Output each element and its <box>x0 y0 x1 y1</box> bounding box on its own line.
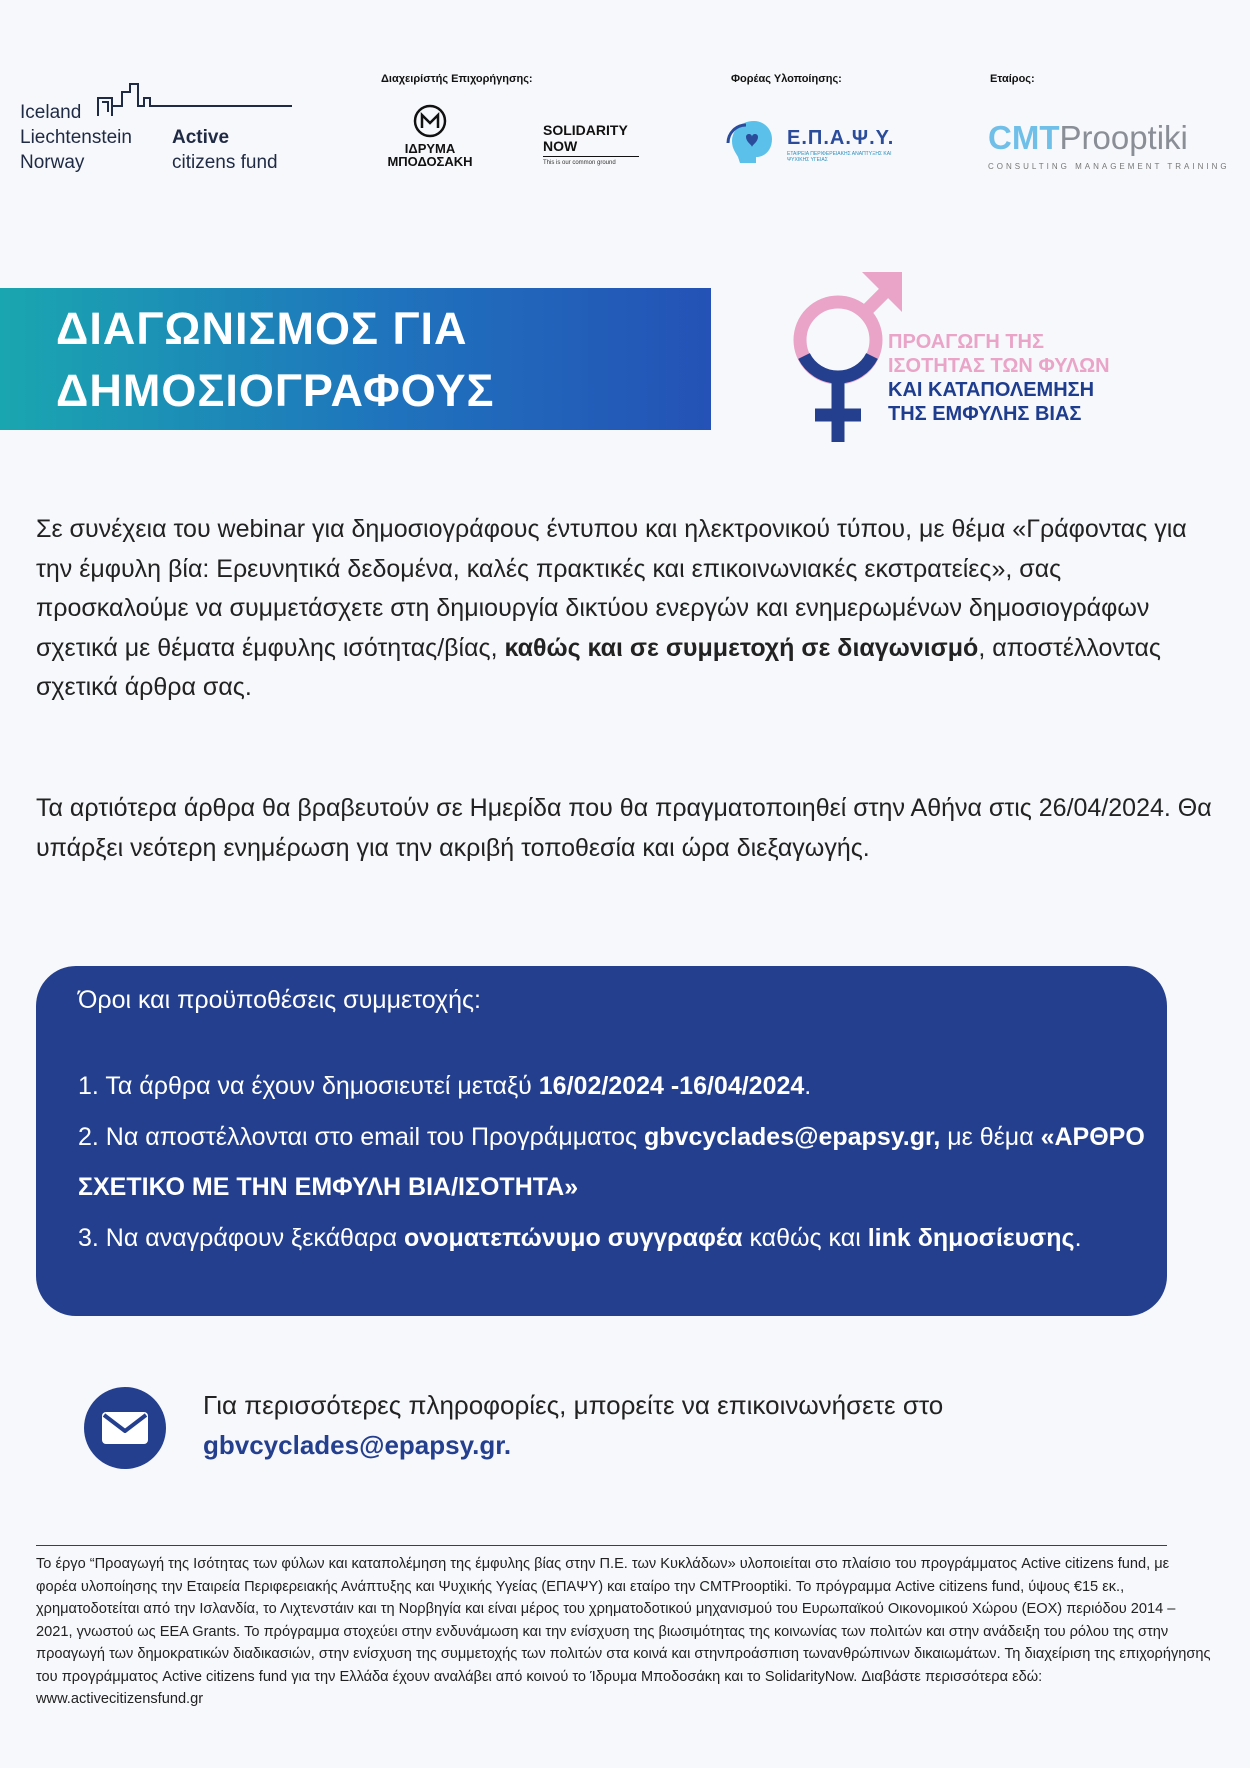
bodossaki-name: ΙΔΡΥΜΑ ΜΠΟΔΟΣΑΚΗ <box>387 141 473 169</box>
terms-item-2-mid: με θέμα <box>940 1122 1041 1151</box>
intro-bold: καθώς και σε συμμετοχή σε διαγωνισμό <box>504 633 979 662</box>
terms-item-2-text: 2. Να αποστέλλονται στο email του Προγράμματος <box>78 1122 645 1151</box>
contact-text: Για περισσότερες πληροφορίες, μπορείτε να επικοινωνήσετε στο <box>203 1390 944 1420</box>
epapsy-head-icon <box>724 117 780 165</box>
envelope-icon <box>84 1387 166 1469</box>
title-line-2: ΔΗΜΟΣΙΟΓΡΑΦΟΥΣ <box>56 365 495 416</box>
acf-logo-brand <box>172 125 278 175</box>
label-implementer: Φορέας Υλοποίησης: <box>731 73 842 85</box>
acf-brand-fund: citizens fund <box>172 152 278 173</box>
footer-divider <box>36 1545 1167 1546</box>
country-iceland: Iceland <box>20 102 82 123</box>
gender-logo-navy-text <box>888 378 1094 426</box>
cmt-mark: CMT <box>988 119 1060 156</box>
country-liechtenstein: Liechtenstein <box>20 127 132 148</box>
terms-box <box>36 966 1167 1316</box>
terms-title: Όροι και προϋποθέσεις συμμετοχής: <box>78 986 481 1014</box>
terms-item-1-dates: 16/02/2024 -16/04/2024 <box>538 1072 805 1100</box>
gender-logo-pink-text <box>888 330 1110 378</box>
bodossaki-logo-icon <box>413 104 447 138</box>
gender-line-1: ΠΡΟΑΓΩΓΗ ΤΗΣ <box>888 331 1044 353</box>
acf-skyline-icon <box>96 78 296 118</box>
cmt-prooptiki-word: Prooptiki <box>1059 119 1188 156</box>
footer-text: Το έργο “Προαγωγή της Ισότητας των φύλων και καταπολέμηση της έμφυλης βίας στην Π.Ε. των Κυκλάδων» υλοποιείται στο πλαίσιο του προγράμματος Active citizens fund, με φορέα υλοποίησης την Εταιρεία Περιφερειακής Ανάπτυξης και Ψυχικής Υγείας (ΕΠΑΨΥ) και εταίρο την CMTProoptiki. Το πρόγραμμα Active citizens fund, ύψους €15 εκ., χρηματοδοτείται από την Ισλανδία, το Λιχτενστάιν και τη Νορβηγία και είναι μέρος του χρηματοδοτικού μηχανισμού του Ευρωπαϊκού Οικονομικού Χώρου (ΕΟΧ) περιόδου 2014 – 2021, γνωστού ως EEA Grants. Το πρόγραμμα στοχεύει στην ενδυνάμωση και την ενίσχυση της βιωσιμότητας της κοινωνίας των πολιτών και στην ανάδειξη του ρόλου της στην προαγωγή των δημοκρατικών διαδικασιών, στην ενίσχυση της συμμετοχής των πολιτών στα κοινά και στηνπροάσπιση τωνανθρώπινων δικαιωμάτων. Τη διαχείριση της επιχορήγησης του προγράμματος Active citizens fund για την Ελλάδα έχουν αναλάβει από κοινού το Ίδρυμα Μποδοσάκη και το SolidarityNow. Διαβάστε περισσότερα εδώ: www.activecitizensfund.gr <box>36 1556 1211 1707</box>
page-title <box>56 298 495 422</box>
award-paragraph: Τα αρτιότερα άρθρα θα βραβευτούν σε Ημερίδα που θα πραγματοποιηθεί στην Αθήνα στις 26/04/2024. Θα υπάρξει νεότερη ενημέρωση για την ακριβή τοποθεσία και ώρα διεξαγωγής. <box>36 794 1212 862</box>
label-partner: Εταίρος: <box>990 73 1035 85</box>
contact-email-link[interactable]: gbvcyclades@epapsy.gr. <box>203 1430 512 1460</box>
title-line-1: ΔΙΑΓΩΝΙΣΜΟΣ ΓΙΑ <box>56 303 468 354</box>
acf-brand-active: Active <box>172 127 230 148</box>
label-management: Διαχειρίστής Επιχορήγησης: <box>381 73 533 85</box>
terms-item-3-text: 3. Να αναγράφουν ξεκάθαρα <box>78 1223 405 1252</box>
intro-paragraph <box>36 510 1216 708</box>
terms-item-3-author: ονοματεπώνυμο συγγραφέα <box>404 1223 743 1252</box>
terms-item-1-text: 1. Τα άρθρα να έχουν δημοσιευτεί μεταξύ <box>78 1072 539 1100</box>
terms-item-2-subject: «ΑΡΘΡΟ ΣΧΕΤΙΚΟ ΜΕ ΤΗΝ ΕΜΦΥΛΗ ΒΙΑ/ΙΣΟΤΗΤΑ» <box>78 1122 1145 1201</box>
intro-text: Σε συνέχεια του webinar για δημοσιογράφους έντυπου και ηλεκτρονικού τύπου, με θέμα «Γράφοντας για την έμφυλη βία: Ερευνητικά δεδομένα, καλές πρακτικές και επικοινωνιακές εκστρατείες», σας προσκαλούμε να συμμετάσχετε στη δημιουργία δικτύου ενεργών και ενημερωμένων δημοσιογράφων σχετικά με θέματα έμφυλης ισότητας/βίας, <box>36 515 1187 662</box>
intro-text-end: , αποστέλλοντας σχετικά άρθρα σας. <box>36 633 1161 701</box>
gender-line-3: ΚΑΙ ΚΑΤΑΠΟΛΕΜΗΣΗ <box>888 379 1095 401</box>
terms-email-link[interactable]: gbvcyclades@epapsy.gr, <box>644 1122 941 1151</box>
country-norway: Norway <box>20 152 85 173</box>
epapsy-subtitle: ΕΤΑΙΡΕΙΑ ΠΕΡΙΦΕΡΕΙΑΚΗΣ ΑΝΑΠΤΥΞΗΣ ΚΑΙ ΨΥΧΙΚΗΣ ΥΓΕΙΑΣ <box>787 151 892 163</box>
solidarity-now-name: SOLIDARITY NOW <box>543 122 628 154</box>
gender-line-4: ΤΗΣ ΕΜΦΥΛΗΣ ΒΙΑΣ <box>888 403 1082 425</box>
terms-item-3-mid: καθώς και <box>742 1223 868 1252</box>
solidarity-underline <box>543 156 639 157</box>
terms-list <box>78 1061 1153 1263</box>
terms-item-3-link: link δημοσίευσης <box>867 1223 1075 1252</box>
terms-item-3-end: . <box>1074 1223 1082 1252</box>
cmt-prooptiki-logo <box>988 119 1188 157</box>
terms-item-1-end: . <box>804 1072 812 1100</box>
terms-item-2 <box>78 1112 1153 1213</box>
mail-icon <box>84 1387 166 1469</box>
gender-line-2: ΙΣΟΤΗΤΑΣ ΤΩΝ ΦΥΛΩΝ <box>888 355 1110 377</box>
terms-item-1 <box>78 1061 1153 1112</box>
contact-info <box>203 1385 943 1465</box>
cmt-tagline: CONSULTING MANAGEMENT TRAINING <box>988 162 1230 171</box>
terms-item-3 <box>78 1213 1153 1264</box>
epapsy-name: Ε.Π.Α.Ψ.Υ. <box>787 127 895 149</box>
solidarity-now-tagline: This is our common ground <box>543 160 616 166</box>
